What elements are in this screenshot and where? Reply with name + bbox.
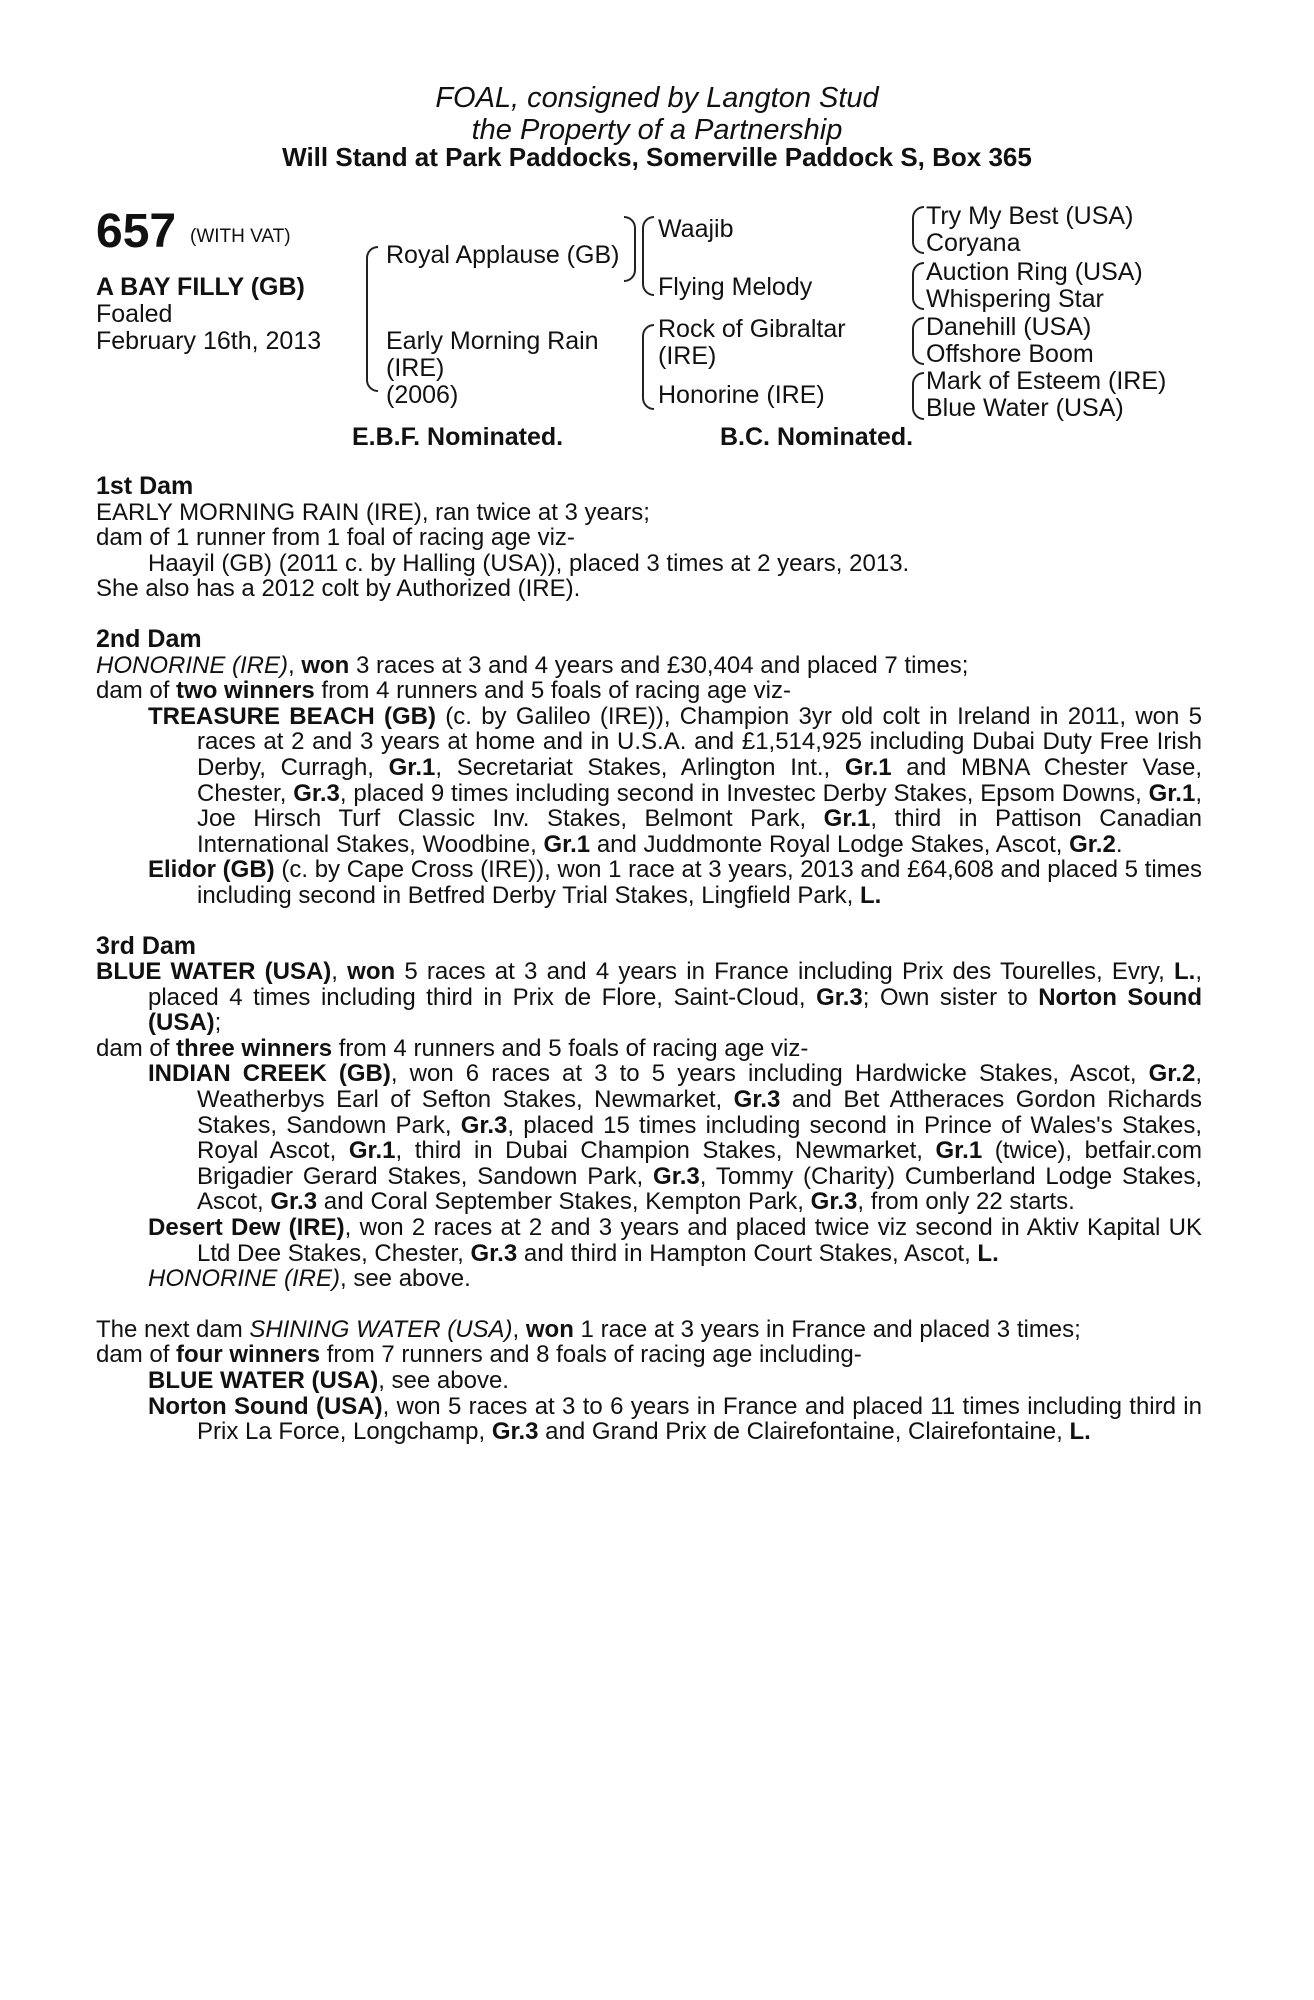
lot-name: A BAY FILLY (GB): [96, 273, 305, 301]
brace-g2: [912, 262, 924, 310]
brace-dam-parents: [642, 324, 654, 410]
granddam-1: Try My Best (USA): [926, 202, 1134, 230]
granddam-7: Mark of Esteem (IRE): [926, 367, 1167, 395]
sire-dam: Flying Melody: [658, 273, 813, 301]
consignor-line: FOAL, consigned by Langton Stud: [435, 82, 879, 114]
third-dam-produce: dam of three winners from 4 runners and 5 foals of racing age viz-: [96, 1034, 809, 1062]
honorine-ref: HONORINE (IRE), see above.: [148, 1265, 471, 1293]
third-dam-heading: 3rd Dam: [96, 931, 197, 960]
dam-line1: Early Morning Rain: [386, 327, 599, 355]
second-dam-line: HONORINE (IRE), won 3 races at 3 and 4 years and £30,404 and placed 7 times;: [96, 651, 969, 679]
lot-number: 657: [96, 205, 177, 258]
first-dam-produce: dam of 1 runner from 1 foal of racing age viz-: [96, 524, 575, 552]
next-dam-produce: dam of four winners from 7 runners and 8 foals of racing age including-: [96, 1341, 862, 1369]
bc-nominated: B.C. Nominated.: [720, 423, 914, 451]
dam-dam: Honorine (IRE): [658, 381, 825, 409]
third-dam-line: BLUE WATER (USA), won 5 races at 3 and 4 years in France including Prix des Tourelles, Evry, L., placed 4 times including third in Prix de Flore, Saint-Cloud, Gr.3; Own sister to Norton Sound (USA);: [96, 958, 1203, 1037]
desert-dew-entry: Desert Dew (IRE), won 2 races at 2 and 3 years and placed twice viz second in Aktiv Kapital UK Ltd Dee Stakes, Chester, Gr.3 and third in Hampton Court Stakes, Ascot, L.: [148, 1214, 1203, 1267]
granddam-8: Blue Water (USA): [926, 394, 1124, 422]
granddam-3: Auction Ring (USA): [926, 258, 1143, 286]
elidor-entry: Elidor (GB) (c. by Cape Cross (IRE)), won 1 race at 3 years, 2013 and £64,608 and placed 5 times including second in Betfred Derby Trial Stakes, Lingfield Park, L.: [148, 856, 1203, 909]
dam-sire-line1: Rock of Gibraltar: [658, 315, 846, 343]
sire-sire: Waajib: [658, 215, 734, 243]
second-dam-heading: 2nd Dam: [96, 624, 202, 653]
brace-g1: [912, 206, 924, 254]
dam-sire-line2: (IRE): [658, 342, 717, 370]
first-dam-heading: 1st Dam: [96, 472, 194, 500]
norton-sound-entry: Norton Sound (USA), won 5 races at 3 to 6 years in France and placed 11 times including third in Prix La Force, Longchamp, Gr.3 and Grand Prix de Clairefontaine, Clairefontaine, L.: [148, 1392, 1202, 1446]
second-dam-produce: dam of two winners from 4 runners and 5 foals of racing age viz-: [96, 677, 791, 705]
dam-line2: (IRE): [386, 354, 445, 382]
dam-line3: (2006): [386, 381, 459, 409]
brace-g4: [912, 372, 924, 420]
brace-sire-parents: [642, 216, 654, 296]
granddam-5: Danehill (USA): [926, 313, 1092, 341]
treasure-beach-entry: TREASURE BEACH (GB) (c. by Galileo (IRE)), Champion 3yr old colt in Ireland in 2011, won 5 races at 2 and 3 years at home and in U.S.A. and £1,514,925 including Dubai Duty Free Irish Derby, Curragh, Gr.1, Secretariat Stakes, Arlington Int., Gr.1 and MBNA Chester Vase, Chester, Gr.3, placed 9 times including second in Investec Derby Stakes, Epsom Downs, Gr.1, Joe Hirsch Turf Classic Inv. Stakes, Belmont Park, Gr.1, third in Pattison Canadian International Stakes, Woodbine, Gr.1 and Juddmonte Royal Lodge Stakes, Ascot, Gr.2.: [148, 702, 1202, 858]
granddam-2: Coryana: [926, 229, 1021, 257]
ebf-nominated: E.B.F. Nominated.: [352, 423, 564, 451]
brace-sire-dam: [366, 246, 378, 392]
foaled-date: February 16th, 2013: [96, 327, 322, 355]
vat-label: (WITH VAT): [190, 226, 291, 247]
sire: Royal Applause (GB): [386, 241, 620, 269]
location-line: Will Stand at Park Paddocks, Somerville Paddock S, Box 365: [282, 142, 1032, 172]
foaled-label: Foaled: [96, 300, 173, 328]
brace-sire-right: [624, 216, 636, 282]
indian-creek-entry: INDIAN CREEK (GB), won 6 races at 3 to 5 years including Hardwicke Stakes, Ascot, Gr.2, Weatherbys Earl of Sefton Stakes, Newmarket, Gr.3 and Bet Attheraces Gordon Richards Stakes, Sandown Park, Gr.3, placed 15 times including second in Prince of Wales's Stakes, Royal Ascot, Gr.1, third in Dubai Champion Stakes, Newmarket, Gr.1 (twice), betfair.com Brigadier Gerard Stakes, Sandown Park, Gr.3, Tommy (Charity) Cumberland Lodge Stakes, Ascot, Gr.3 and Coral September Stakes, Kempton Park, Gr.3, from only 22 starts.: [148, 1060, 1203, 1216]
first-dam-runner: Haayil (GB) (2011 c. by Halling (USA)), placed 3 times at 2 years, 2013.: [148, 549, 910, 577]
property-line: the Property of a Partnership: [471, 114, 843, 146]
blue-water-ref: BLUE WATER (USA), see above.: [148, 1367, 509, 1394]
first-dam-other: She also has a 2012 colt by Authorized (IRE).: [96, 575, 581, 603]
first-dam-line: EARLY MORNING RAIN (IRE), ran twice at 3 years;: [96, 498, 650, 526]
granddam-4: Whispering Star: [926, 285, 1104, 313]
granddam-6: Offshore Boom: [926, 340, 1094, 368]
brace-g3: [912, 317, 924, 365]
catalogue-text: [96, 474, 1202, 1445]
next-dam-line: The next dam SHINING WATER (USA), won 1 race at 3 years in France and placed 3 times;: [96, 1315, 1081, 1343]
